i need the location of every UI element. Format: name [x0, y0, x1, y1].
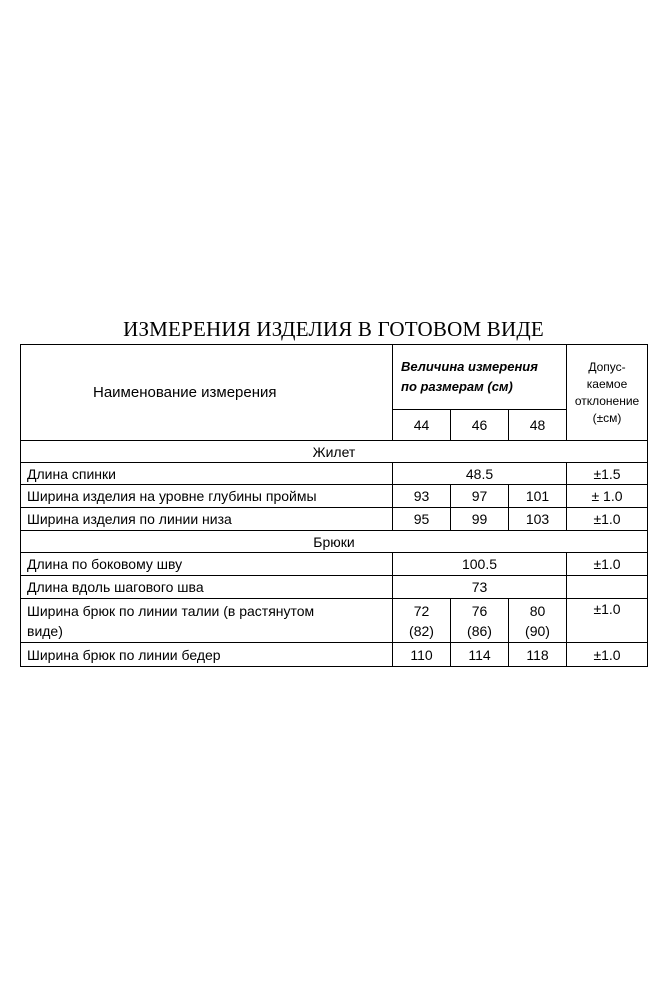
row-name: Ширина изделия на уровне глубины проймы [21, 485, 393, 508]
table-row [21, 643, 648, 667]
row-name-line2: виде) [27, 622, 63, 639]
row-name: Ширина брюк по линии бедер [21, 643, 393, 667]
header-tolerance-line2: каемое [586, 376, 628, 391]
row-tolerance [567, 576, 648, 599]
header-tolerance-line3: отклонение [574, 393, 640, 408]
row-value-44-line1: 72 [413, 602, 430, 619]
row-name [21, 599, 393, 643]
table-row [21, 576, 648, 599]
row-merged-value: 48.5 [393, 463, 567, 485]
table-row [21, 599, 648, 643]
row-value-44: 110 [393, 643, 451, 667]
size-46: 46 [451, 410, 509, 441]
section-row-trousers [21, 531, 648, 553]
row-value-44-line2: (82) [409, 622, 434, 639]
measurements-table [20, 344, 648, 667]
header-size-line2: по размерам (см) [401, 379, 513, 394]
row-merged-value: 73 [393, 576, 567, 599]
header-row [21, 345, 648, 410]
header-size-values [393, 345, 567, 410]
header-tolerance [567, 345, 648, 441]
row-name-line1: Ширина брюк по линии талии (в растянутом [27, 602, 315, 619]
header-tolerance-line4: (±см) [592, 410, 622, 425]
header-size-line1: Величина измерения [401, 359, 538, 374]
row-tolerance: ±1.0 [567, 599, 648, 643]
size-44: 44 [393, 410, 451, 441]
row-value-44: 93 [393, 485, 451, 508]
header-measurement-name: Наименование измерения [21, 345, 393, 441]
table-row [21, 485, 648, 508]
row-tolerance: ± 1.0 [567, 485, 648, 508]
row-value-46-line2: (86) [467, 622, 492, 639]
row-value-46: 114 [451, 643, 509, 667]
row-value-48: 103 [509, 508, 567, 531]
size-48: 48 [509, 410, 567, 441]
row-merged-value: 100.5 [393, 553, 567, 576]
section-title-vest: Жилет [21, 441, 648, 463]
row-name: Длина вдоль шагового шва [21, 576, 393, 599]
row-tolerance: ±1.0 [567, 553, 648, 576]
row-value-48-line1: 80 [529, 602, 546, 619]
section-row-vest [21, 441, 648, 463]
row-value-48: 101 [509, 485, 567, 508]
table-row [21, 508, 648, 531]
row-tolerance: ±1.0 [567, 643, 648, 667]
row-name: Длина по боковому шву [21, 553, 393, 576]
row-value-44: 95 [393, 508, 451, 531]
header-tolerance-line1: Допус- [588, 359, 626, 374]
row-value-48: 118 [509, 643, 567, 667]
row-name: Длина спинки [21, 463, 393, 485]
row-value-46: 99 [451, 508, 509, 531]
row-tolerance: ±1.0 [567, 508, 648, 531]
table-row [21, 553, 648, 576]
row-value-46 [451, 599, 509, 643]
row-value-44 [393, 599, 451, 643]
document-title: ИЗМЕРЕНИЯ ИЗДЕЛИЯ В ГОТОВОМ ВИДЕ [123, 317, 544, 341]
row-value-48-line2: (90) [525, 622, 550, 639]
section-title-trousers: Брюки [21, 531, 648, 553]
row-name: Ширина изделия по линии низа [21, 508, 393, 531]
row-value-46-line1: 76 [471, 602, 488, 619]
row-value-48 [509, 599, 567, 643]
row-value-46: 97 [451, 485, 509, 508]
row-tolerance: ±1.5 [567, 463, 648, 485]
table-row [21, 463, 648, 485]
